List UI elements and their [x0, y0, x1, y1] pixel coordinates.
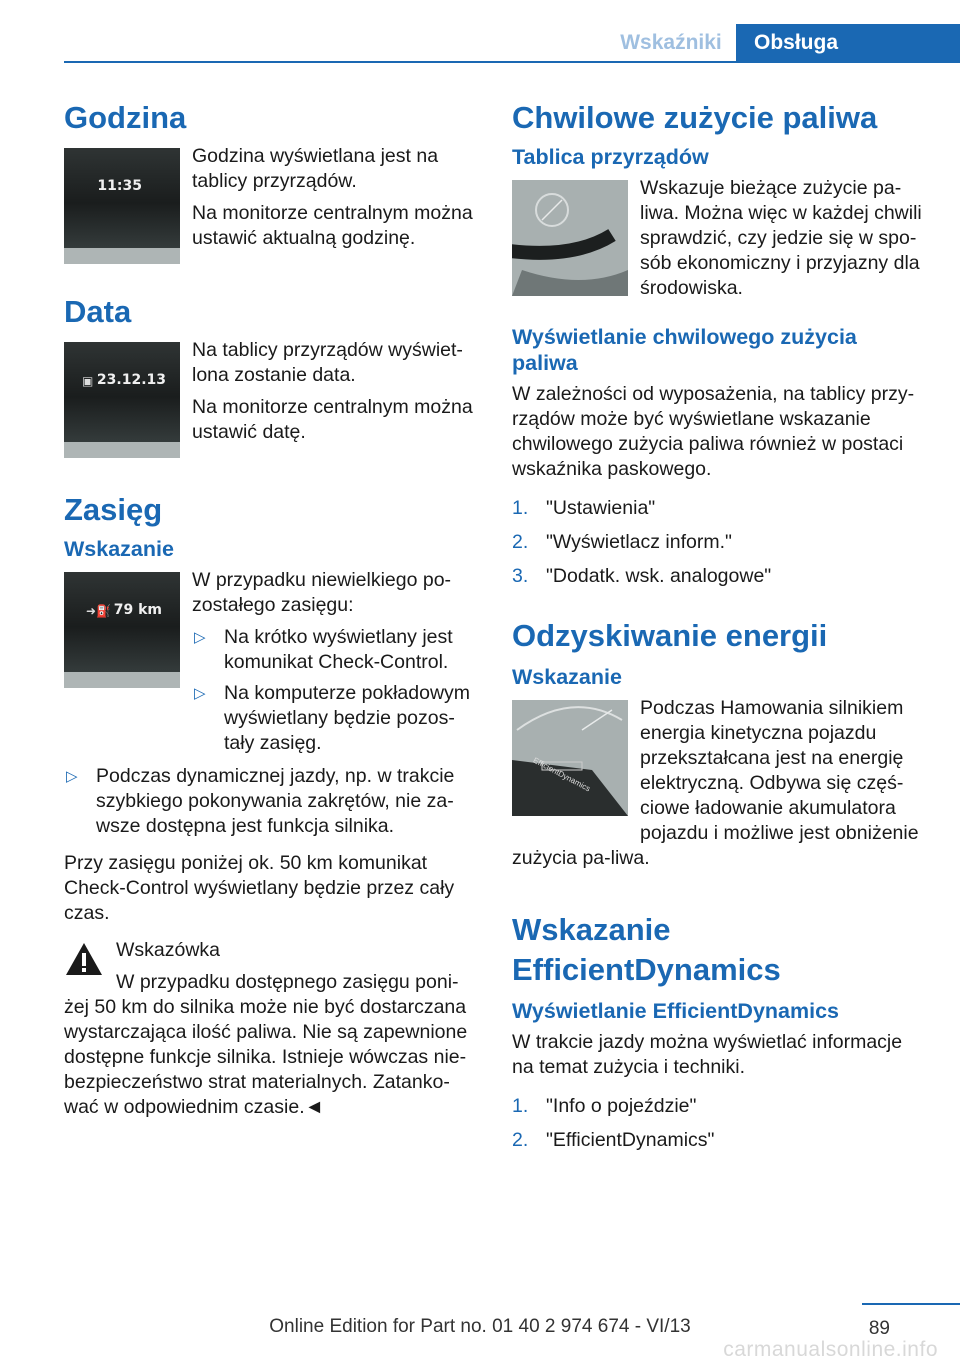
- range-section: [64, 568, 480, 764]
- ed-subheading: Wyświetlanie EfficientDynamics: [512, 999, 839, 1023]
- range-display-image: [64, 572, 180, 688]
- footer-rule: [862, 1303, 960, 1305]
- ed-heading: Wskazanie EfficientDynamics: [512, 912, 781, 987]
- date-heading: Data: [64, 294, 132, 329]
- energy-gauge-image: [512, 700, 628, 816]
- range-subheading: Wskazanie: [64, 537, 174, 561]
- clock-text-1: Godzina wyświetlana jest na tablicy przyrządów.: [192, 145, 439, 192]
- gauge-label: EfficientDynamics: [531, 755, 592, 794]
- fuel-section: [512, 176, 928, 308]
- energy-heading: Odzyskiwanie energii: [512, 618, 828, 653]
- fuel-subheading: Tablica przyrządów: [512, 145, 709, 169]
- page-number: 89: [868, 1318, 890, 1339]
- list-item: 3. "Dodatk. wsk. analogowe": [512, 565, 772, 587]
- watermark: carmanualsonline.info: [723, 1338, 938, 1361]
- list-item: 1. "Info o pojeździe": [512, 1095, 697, 1117]
- date-text-2: Na monitorze centralnym można ustawić datę.: [192, 396, 473, 443]
- date-section: [64, 338, 480, 464]
- fuel-text-2: W zależności od wyposażenia, na tablicy przy‐rządów może być wyświetlane wskazanie chwilowego zużycia paliwa również w postaci wskaźnika paskowego.: [512, 383, 915, 480]
- triangle-bullet-icon: ▷: [194, 685, 206, 702]
- list-item: 2. "Wyświetlacz inform.": [512, 531, 732, 553]
- fuel-pump-icon: ➜⛽: [86, 604, 111, 618]
- fuel-subheading-2: Wyświetlanie chwilowego zużycia paliwa: [512, 325, 857, 375]
- fuel-heading: Chwilowe zużycie paliwa: [512, 100, 878, 135]
- date-text-1: Na tablicy przyrządów wyświet‐lona zostanie data.: [192, 339, 463, 386]
- triangle-bullet-icon: ▷: [194, 629, 206, 646]
- range-paragraph: Przy zasięgu poniżej ok. 50 km komunikat Check-Control wyświetlany będzie przez cały czas.: [64, 852, 455, 924]
- tab-obsluga[interactable]: Obsługa: [736, 24, 960, 61]
- energy-section: [512, 696, 928, 878]
- clock-section: [64, 144, 480, 270]
- date-display-value: 23.12.13: [96, 372, 166, 388]
- clock-display-image: [64, 148, 180, 264]
- range-heading: Zasięg: [64, 492, 163, 527]
- clock-display-value: 11:35: [97, 178, 142, 194]
- list-item: ▷ Podczas dynamicznej jazdy, np. w trakcie szybkiego pokonywania zakrętów, nie za‐wsze dostępna jest funkcja silnika.: [66, 765, 455, 837]
- fuel-gauge-image: [512, 180, 628, 296]
- energy-subheading: Wskazanie: [512, 665, 622, 689]
- triangle-bullet-icon: ▷: [66, 768, 78, 785]
- calendar-icon: ▣: [82, 374, 94, 388]
- date-display-image: [64, 342, 180, 458]
- range-intro: W przypadku niewielkiego po‐zostałego zasięgu:: [192, 569, 452, 616]
- ed-text: W trakcie jazdy można wyświetlać informacje na temat zużycia i techniki.: [512, 1031, 903, 1078]
- left-column: [64, 98, 480, 1127]
- list-item: ▷ Na komputerze pokładowym wyświetlany będzie pozos‐tały zasięg.: [194, 682, 471, 754]
- warning-text: W przypadku dostępnego zasięgu poni‐żej 50 km do silnika może nie być dostarczana wystarczająca ilość paliwa. Nie są zapewnione dostępne funkcje silnika. Istnieje wówczas nie‐bezpieczeństwo strat materialnych. Zatanko‐wać w odpowiednim czasie.◄: [64, 971, 468, 1118]
- energy-text: Podczas Hamowania silnikiem energia kinetyczna pojazdu przekształcana jest na energię elektryczną. Odbywa się częś‐ciowe ładowanie akumulatora pojazdu i możliwe jest obniżenie zużycia pa‐liwa.: [512, 697, 919, 869]
- warning-note: [64, 938, 480, 1120]
- clock-heading: Godzina: [64, 100, 187, 135]
- warning-icon: [64, 940, 104, 978]
- warning-title: Wskazówka: [116, 939, 221, 961]
- list-item: ▷ Na krótko wyświetlany jest komunikat Check-Control.: [194, 626, 453, 673]
- list-item: 2. "EfficientDynamics": [512, 1129, 715, 1151]
- list-item: 1. "Ustawienia": [512, 497, 656, 519]
- right-column: [512, 98, 928, 1162]
- header-rule: [64, 61, 960, 63]
- footer-edition: Online Edition for Part no. 01 40 2 974 674 - VI/13: [269, 1316, 691, 1337]
- range-display-value: 79 km: [113, 602, 162, 618]
- clock-text-2: Na monitorze centralnym można ustawić aktualną godzinę.: [192, 202, 473, 249]
- tab-wskazniki[interactable]: Wskaźniki: [620, 31, 722, 54]
- fuel-text-1: Wskazuje bieżące zużycie pa‐liwa. Można więc w każdej chwili sprawdzić, czy jedzie się w spo‐sób ekonomiczny i przyjazny dla środowiska.: [640, 177, 922, 299]
